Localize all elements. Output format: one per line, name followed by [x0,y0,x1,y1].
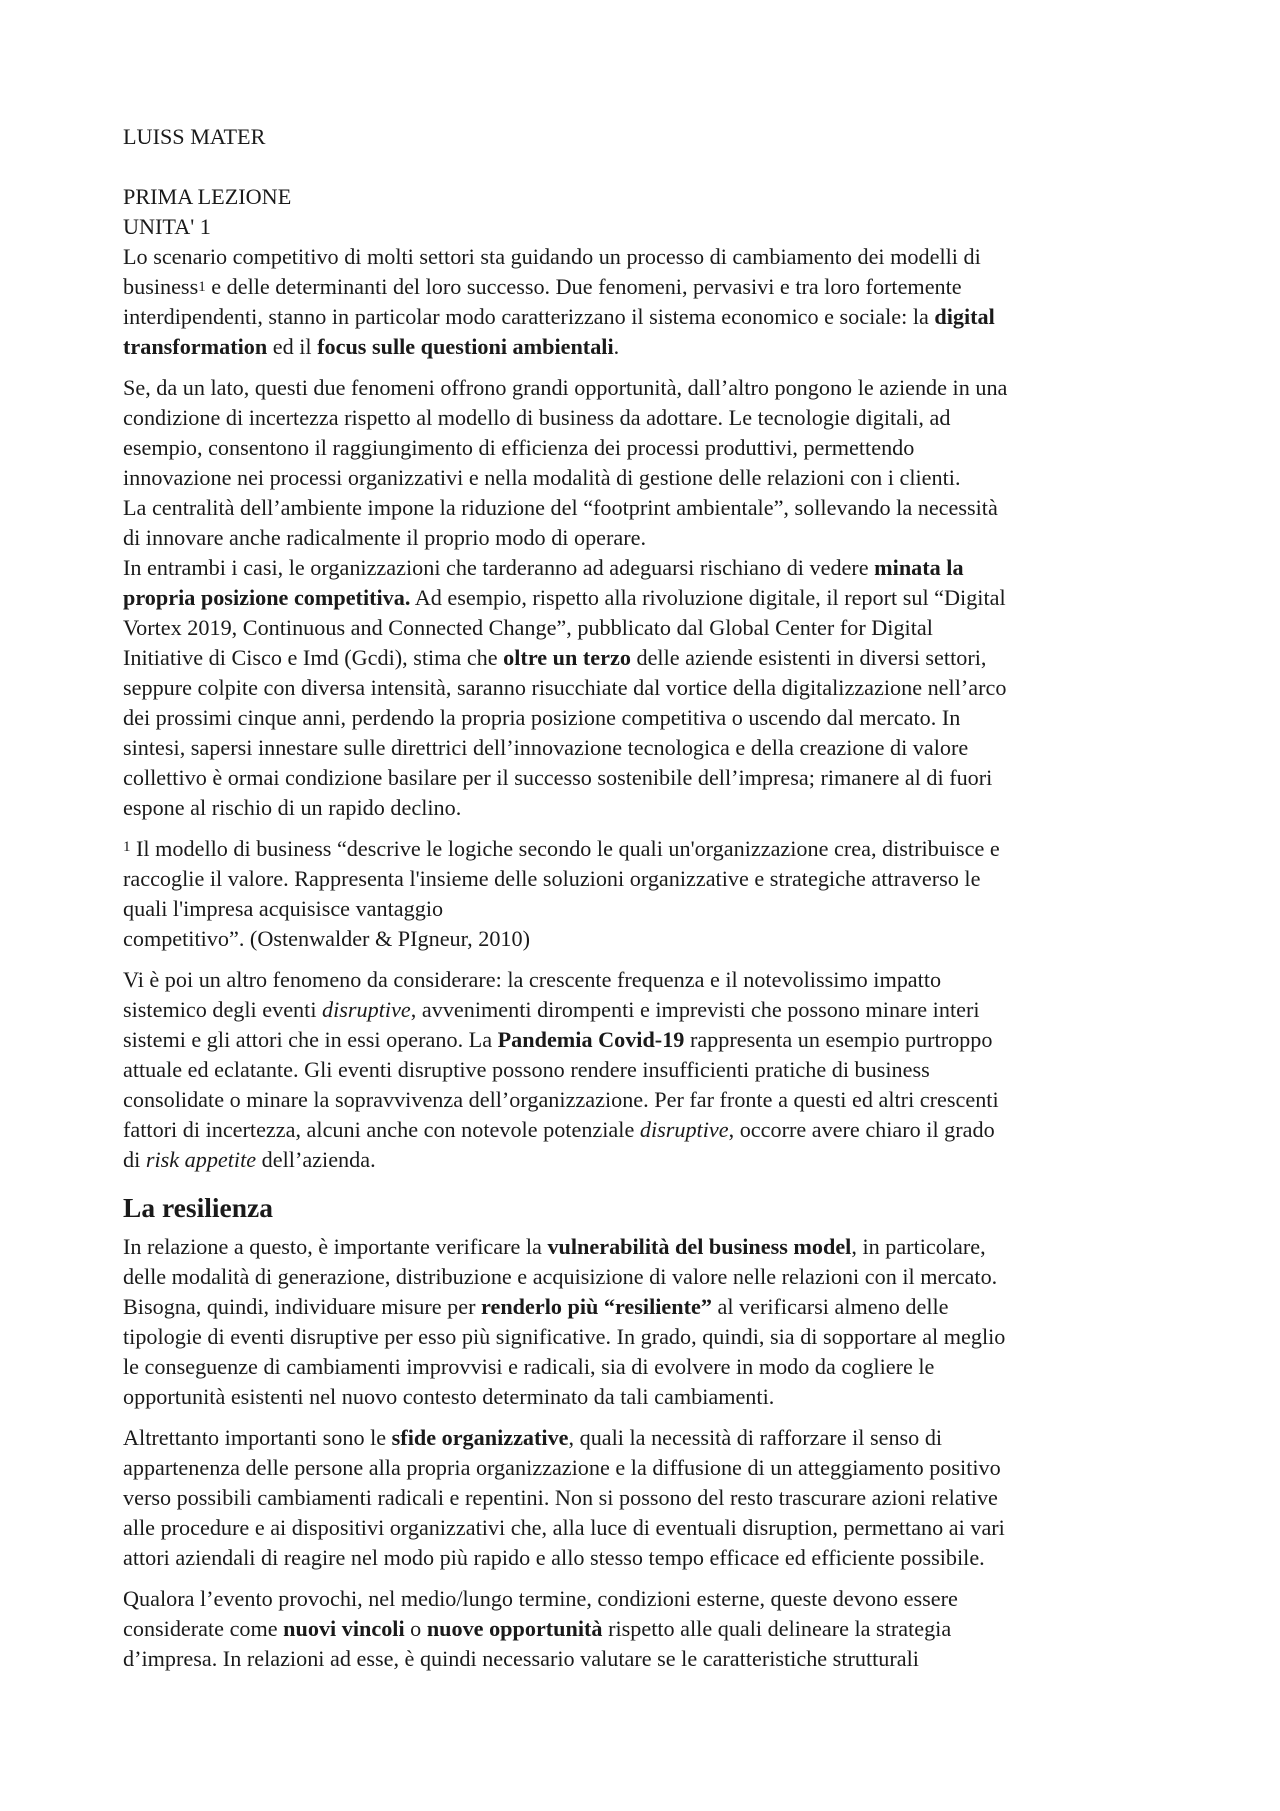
bold-text: oltre un terzo [503,645,631,670]
text-run: Altrettanto importanti sono le [123,1425,392,1450]
paragraph-line [123,1232,1163,1262]
paragraph-line: opportunità esistenti nel nuovo contesto determinato da tali cambiamenti. [123,1384,775,1409]
footnote-number: 1 [123,839,131,855]
unit-title: UNITA' 1 [123,214,211,239]
bold-text: transformation [123,334,268,359]
text-run: In relazione a questo, è importante verificare la [123,1234,548,1259]
italic-text: disruptive [322,997,411,1022]
footnote-reference[interactable]: 1 [198,279,206,295]
paragraph-line: La centralità dell’ambiente impone la riduzione del “footprint ambientale”, sollevando la necessità [123,495,998,520]
bold-text: sfide organizzative [391,1425,569,1450]
paragraph-line [123,302,1163,332]
footnote-line: quali l'impresa acquisisce vantaggio [123,896,444,921]
paragraph-line: attori aziendali di reagire nel modo più rapido e allo stesso tempo efficace ed efficiente possibile. [123,1545,985,1570]
paragraph-line [123,1115,1163,1145]
header-title: LUISS MATER [123,124,266,149]
paragraph-line: tipologie di eventi disruptive per esso più significative. In grado, quindi, sia di sopportare al meglio [123,1324,1006,1349]
text-run: e delle determinanti del loro successo. Due fenomeni, pervasivi e tra loro fortemente [205,274,962,299]
paragraph-line: consolidate o minare la sopravvivenza dell’organizzazione. Per far fronte a questi ed altri crescenti [123,1087,999,1112]
footnote-line: raccoglie il valore. Rappresenta l'insieme delle soluzioni organizzative e strategiche attraverso le [123,866,981,891]
paragraph-scenario [123,373,1163,823]
footnote-line [123,834,1163,864]
bold-text: nuovi vincoli [283,1616,405,1641]
text-run: Bisogna, quindi, individuare misure per [123,1294,482,1319]
text-run: o [404,1616,427,1641]
text-run: Initiative di Cisco e Imd (Gcdi), stima che [123,645,504,670]
paragraph-line: collettivo è ormai condizione basilare per il successo sostenibile dell’impresa; rimanere al di fuori [123,765,993,790]
paragraph-line [123,995,1163,1025]
paragraph-line [123,643,1163,673]
text-run: , occorre avere chiaro il grado [728,1117,995,1142]
paragraph-line [123,553,1163,583]
bold-text: focus sulle questioni ambientali [317,334,614,359]
paragraph-line: sintesi, sapersi innestare sulle direttrici dell’innovazione tecnologica e della creazione di valore [123,735,969,760]
text-run: , in particolare, [851,1234,986,1259]
footnote [123,834,1163,954]
text-run: In entrambi i casi, le organizzazioni che tarderanno ad adeguarsi rischiano di vedere [123,555,875,580]
paragraph-line: attuale ed eclatante. Gli eventi disruptive possono rendere insufficienti pratiche di business [123,1057,930,1082]
paragraph-line [123,272,1163,302]
text-run: di [123,1147,146,1172]
paragraph-line: di innovare anche radicalmente il proprio modo di operare. [123,525,647,550]
text-run: . [613,334,620,359]
paragraph-organizational-challenges [123,1423,1163,1573]
text-run: Il modello di business “descrive le logiche secondo le quali un'organizzazione crea, distribuisce e [130,836,1000,861]
bold-text: digital [934,304,995,329]
text-run: rispetto alle quali delineare la strategia [602,1616,952,1641]
paragraph-line [123,1614,1163,1644]
paragraph-line: dei prossimi cinque anni, perdendo la propria posizione competitiva o uscendo dal mercato. In [123,705,961,730]
footnote-line: competitivo”. (Ostenwalder & PIgneur, 2010) [123,926,531,951]
bold-text: vulnerabilità del business model [547,1234,852,1259]
bold-text: propria posizione competitiva. [123,585,411,610]
paragraph-line: verso possibili cambiamenti radicali e repentini. Non si possono del resto trascurare azioni relative [123,1485,998,1510]
paragraph-intro [123,242,1163,362]
paragraph-line: Lo scenario competitivo di molti settori sta guidando un processo di cambiamento dei modelli di [123,244,981,269]
bold-text: Pandemia Covid-19 [497,1027,685,1052]
paragraph-line: condizione di incertezza rispetto al modello di business da adottare. Le tecnologie digitali, ad [123,405,951,430]
text-run: ed il [267,334,318,359]
paragraph-line [123,332,1163,362]
text-run: sistemi e gli attori che in essi operano. La [123,1027,498,1052]
paragraph-constraints [123,1584,1163,1674]
paragraph-line [123,1423,1163,1453]
italic-text: risk appetite [145,1147,257,1172]
paragraph-line: alle procedure e ai dispositivi organizzativi che, alla luce di eventuali disruption, permettano ai vari [123,1515,1005,1540]
document-body [123,122,1163,1674]
paragraph-line: espone al rischio di un rapido declino. [123,795,462,820]
paragraph-vulnerability [123,1232,1163,1412]
section-heading: La resilienza [123,1192,273,1223]
paragraph-line: Se, da un lato, questi due fenomeni offrono grandi opportunità, dall’altro pongono le aziende in una [123,375,1008,400]
text-run: delle aziende esistenti in diversi settori, [630,645,987,670]
bold-text: nuove opportunità [426,1616,603,1641]
text-run: al verificarsi almeno delle [711,1294,949,1319]
paragraph-line [123,1292,1163,1322]
paragraph-line: d’impresa. In relazioni ad esse, è quindi necessario valutare se le caratteristiche strutturali [123,1646,919,1671]
bold-text: renderlo più “resiliente” [481,1294,712,1319]
paragraph-line: Vi è poi un altro fenomeno da considerare: la crescente frequenza e il notevolissimo impatto [123,967,942,992]
paragraph-line: Vortex 2019, Continuous and Connected Change”, pubblicato dal Global Center for Digital [123,615,933,640]
text-run: Ad esempio, rispetto alla rivoluzione digitale, il report sul “Digital [410,585,1006,610]
lesson-title: PRIMA LEZIONE [123,184,292,209]
paragraph-line [123,1145,1163,1175]
text-run: fattori di incertezza, alcuni anche con notevole potenziale [123,1117,640,1142]
italic-text: disruptive [639,1117,729,1142]
paragraph-line: seppure colpite con diversa intensità, saranno risucchiate dal vortice della digitalizzazione nell’arco [123,675,1007,700]
paragraph-line: delle modalità di generazione, distribuzione e acquisizione di valore nelle relazioni con il mercato. [123,1264,998,1289]
text-run: rappresenta un esempio purtroppo [684,1027,993,1052]
paragraph-line: le conseguenze di cambiamenti improvvisi e radicali, sia di evolvere in modo da cogliere le [123,1354,935,1379]
paragraph-disruptive [123,965,1163,1175]
text-run: considerate come [123,1616,284,1641]
text-run: sistemico degli eventi [123,997,323,1022]
text-run: , quali la necessità di rafforzare il senso di [568,1425,943,1450]
paragraph-line: Qualora l’evento provochi, nel medio/lungo termine, condizioni esterne, queste devono essere [123,1586,958,1611]
paragraph-line: esempio, consentono il raggiungimento di efficienza dei processi produttivi, permettendo [123,435,915,460]
paragraph-line: appartenenza delle persone alla propria organizzazione e la diffusione di un atteggiamento positivo [123,1455,1001,1480]
text-run: dell’azienda. [256,1147,376,1172]
paragraph-line [123,1025,1163,1055]
text-run: business [123,274,199,299]
bold-text: minata la [874,555,964,580]
text-run: interdipendenti, stanno in particolar modo caratterizzano il sistema economico e sociale: la [123,304,935,329]
paragraph-line: innovazione nei processi organizzativi e nella modalità di gestione delle relazioni con i clienti. [123,465,961,490]
text-run: , avvenimenti dirompenti e imprevisti che possono minare interi [410,997,980,1022]
paragraph-line [123,583,1163,613]
